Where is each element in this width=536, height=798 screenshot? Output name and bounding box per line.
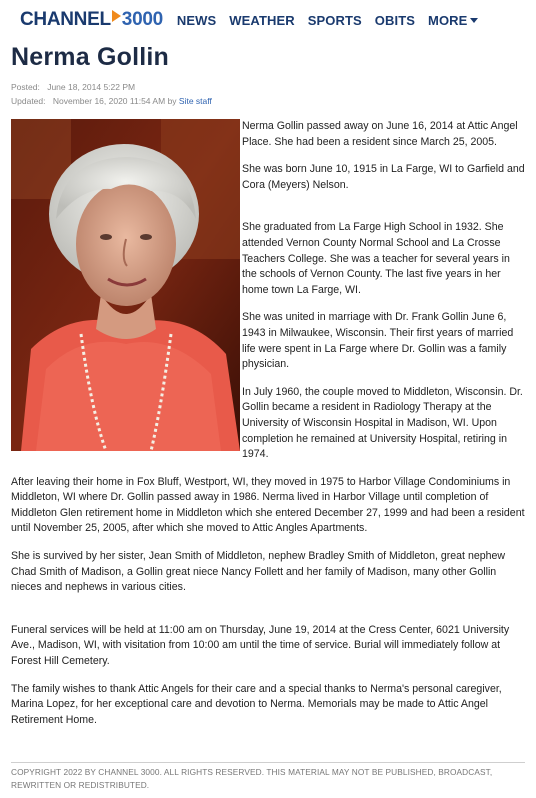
updated-date: November 16, 2020 11:54 AM <box>52 96 166 106</box>
obituary-photo <box>11 119 240 451</box>
nav-more[interactable] <box>428 13 478 28</box>
main-nav <box>177 13 492 28</box>
author-link[interactable]: Site staff <box>178 96 212 106</box>
paragraph-4: She was united in marriage with Dr. Frank Gollin June 6, 1943 in Milwaukee, Wisconsin. Their first years of married life were spent in La Farge where Dr. Gollin was a family physician. <box>242 311 514 371</box>
updated-line <box>11 94 536 108</box>
site-header <box>0 0 536 40</box>
nav-sports[interactable]: SPORTS <box>307 12 362 28</box>
nav-obits[interactable]: OBITS <box>374 12 416 28</box>
article-body <box>0 119 536 728</box>
posted-date: June 18, 2014 5:22 PM <box>47 82 136 92</box>
paragraph-7: She is survived by her sister, Jean Smith of Middleton, nephew Bradley Smith of Middleton, great nephew Chad Smith of Madison, a Gollin great niece Nancy Follett and her family of Madison, many other Gollin nieces and nephews in various cities. <box>11 550 506 594</box>
channel3000-logo[interactable] <box>20 9 163 31</box>
paragraph-5: In July 1960, the couple moved to Middleton, Wisconsin. Dr. Gollin became a resident in Radiology Therapy at the University of Wisconsin Hospital in Madison, WI. Upon completion he remained at University Hospital, retiring in 1974. <box>242 385 523 461</box>
copyright-notice: COPYRIGHT 2022 BY CHANNEL 3000. ALL RIGHTS RESERVED. THIS MATERIAL MAY NOT BE PUBLISHED, BROADCAST, REWRITTEN OR REDISTRIBUTED. <box>11 767 493 790</box>
paragraph-3: She graduated from La Farge High School in 1932. She attended Vernon County Normal School and La Crosse Teachers College. She was a teacher for several years in the schools of Vernon County. The last five years in her home town La Farge, WI. <box>242 221 510 296</box>
paragraph-2: She was born June 10, 1915 in La Farge, WI to Garfield and Cora (Meyers) Nelson. <box>242 163 525 191</box>
nav-more-label: MORE <box>428 12 468 28</box>
page-title: Nerma Gollin <box>11 43 169 71</box>
logo-play-icon <box>112 10 121 22</box>
article-meta <box>0 80 536 108</box>
logo-text-channel: CHANNEL <box>20 9 111 30</box>
paragraph-9: The family wishes to thank Attic Angels for their care and a special thanks to Nerma's personal caregiver, Marina Lopez, for her exceptional care and devotion to Nerma. Memorials may be made to Attic Angel Retirement Home. <box>11 682 502 726</box>
updated-label: Updated: <box>11 96 46 106</box>
chevron-down-icon <box>470 18 478 23</box>
paragraph-1: Nerma Gollin passed away on June 16, 2014 at Attic Angel Place. She had been a resident since March 25, 2005. <box>242 120 518 148</box>
nav-news[interactable]: NEWS <box>176 12 217 28</box>
by-text: by <box>167 96 177 106</box>
logo-text-number: 3000 <box>121 9 163 30</box>
paragraph-8: Funeral services will be held at 11:00 am on Thursday, June 19, 2014 at the Cress Center, 6021 University Ave., Madison, WI, with visitation from 10:00 am until the time of service. Burial will immediately follow at Forest Hill Cemetery. <box>11 623 510 668</box>
footer-divider <box>11 762 525 763</box>
portrait-image <box>11 119 240 451</box>
posted-label: Posted: <box>11 82 40 92</box>
nav-weather[interactable]: WEATHER <box>229 12 295 28</box>
posted-line <box>11 80 536 94</box>
paragraph-6: After leaving their home in Fox Bluff, Westport, WI, they moved in 1975 to Harbor Village Condominiums in Middleton, WI where Dr. Gollin passed away in 1986. Nerma lived in Harbor Village until completion of Middleton Glen retirement home in Middleton which she entered December 27, 1999 and had been a resident until November 25, 2005, after which she moved to Attic Angles Apartments. <box>11 475 525 535</box>
